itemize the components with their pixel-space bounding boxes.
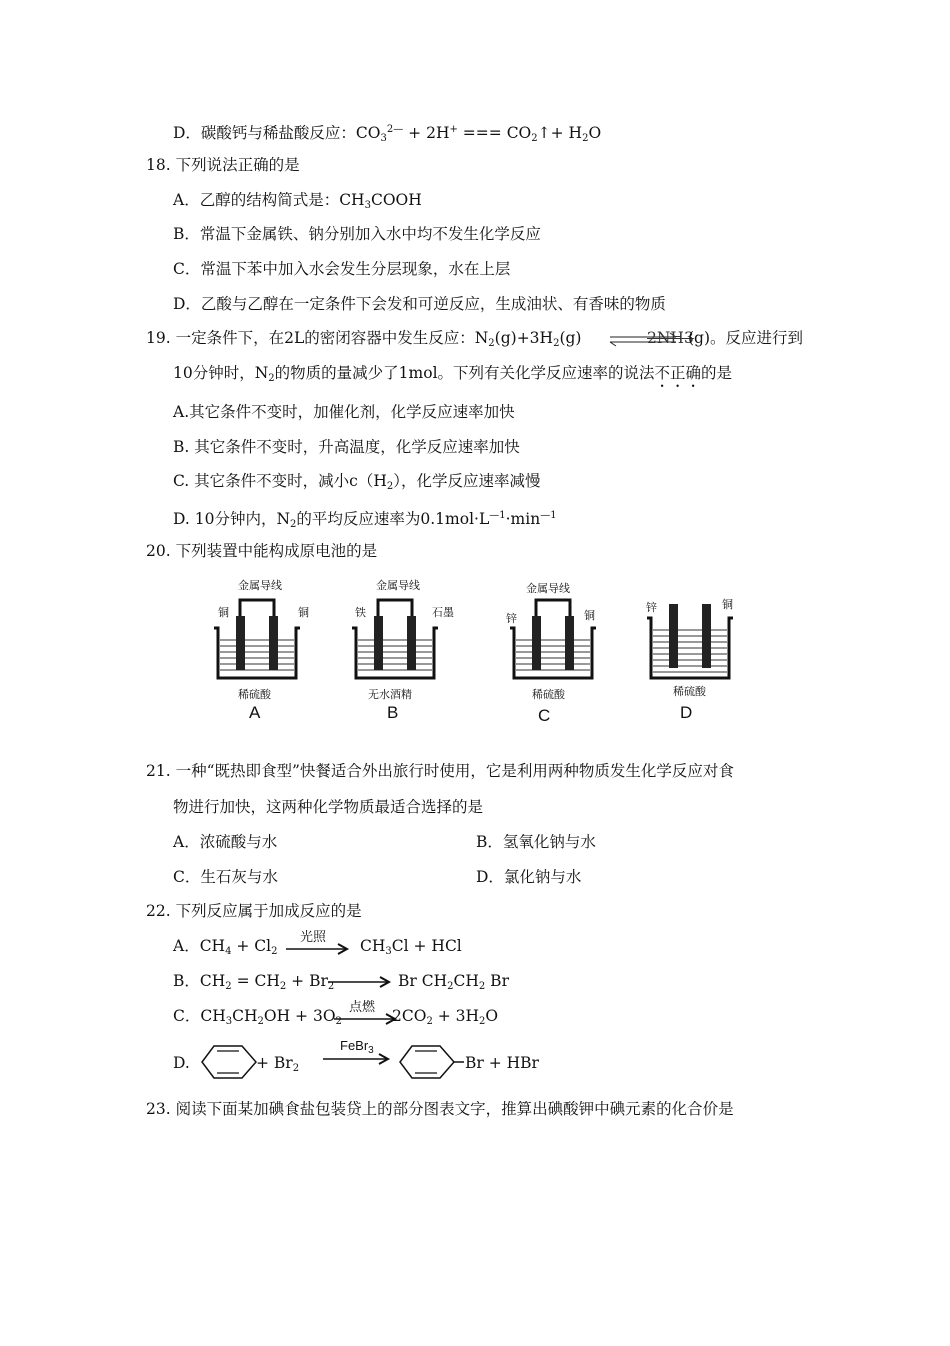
- q19-option-c: C. 其它条件不变时，减小$c(H_2)$，化学反应速率减慢: [173, 472, 541, 492]
- q22-stem: 22. 下列反应属于加成反应的是: [146, 902, 362, 920]
- q21-option-b: B．氢氧化钠与水: [476, 833, 596, 851]
- q22-option-d-label: D.: [173, 1054, 190, 1072]
- electrode-left-b: 铁: [355, 606, 366, 619]
- liquid-label-b: 无水酒精: [368, 688, 412, 701]
- q19-option-a: A.其它条件不变时，加催化剂，化学反应速率加快: [173, 403, 515, 421]
- electrode-right-c: 铜: [584, 609, 595, 622]
- apparatus-letter-c: C: [538, 706, 551, 725]
- q19-stem-line2: 10分钟时，$N_2$的物质的量减少了1mol。下列有关化学反应速率的说法不正确的是: [173, 364, 733, 384]
- reaction-arrow-d-icon: [323, 1052, 391, 1066]
- q22-option-b-lhs: B．$CH_2 = CH_2 + Br_2$: [173, 972, 335, 992]
- liquid-label-d: 稀硫酸: [673, 685, 706, 698]
- wire-label-a: 金属导线: [238, 579, 282, 592]
- q19-option-b: B. 其它条件不变时，升高温度，化学反应速率加快: [173, 438, 520, 456]
- q18-stem: 18. 下列说法正确的是: [146, 156, 300, 174]
- apparatus-letter-b: B: [387, 703, 399, 722]
- q22-option-c-lhs: C．$CH_3CH_2OH + 3O_2$: [173, 1007, 342, 1027]
- electrode-left-d: 锌: [646, 601, 657, 614]
- q23-stem: 23. 阅读下面某加碘食盐包装贷上的部分图表文字，推算出碘酸钾中碘元素的化合价是: [146, 1100, 734, 1118]
- apparatus-letter-a: A: [249, 703, 261, 722]
- q22-a-condition: 光照: [300, 930, 327, 945]
- q22-c-condition: 点燃: [349, 1000, 376, 1015]
- q17-option-d: D．碳酸钙与稀盐酸反应：$CO_3^{2—} + 2H^+$ === $CO_2↑+ H_2O$: [173, 124, 602, 144]
- q22-option-a-rhs: $CH_3Cl$ + HCl: [360, 937, 462, 957]
- q22-option-d-products: Br + HBr: [465, 1054, 539, 1072]
- q22-option-d-reagent: + $Br_2$: [256, 1054, 300, 1074]
- apparatus-letter-d: D: [680, 703, 693, 722]
- q19-emphasis: 不正确: [654, 364, 702, 382]
- q19-product-nh3: 2NH3: [647, 329, 694, 347]
- q22-option-a-lhs: A．$CH_4 + Cl_2$: [173, 937, 278, 957]
- reaction-arrow-a-icon: [286, 942, 350, 956]
- q19-stem-line1: 19. 一定条件下，在2L的密闭容器中发生反应：$N_2(g)+3H_2(g)$: [146, 329, 582, 349]
- q18-option-d: D．乙酸与乙醇在一定条件下会发和可逆反应，生成油状、有香味的物质: [173, 295, 666, 313]
- electrode-left-c: 锌: [506, 612, 517, 625]
- electrode-right-a: 铜: [298, 606, 309, 619]
- q22-d-catalyst: FeBr$_3$: [340, 1038, 374, 1056]
- reaction-arrow-c-icon: [334, 1012, 398, 1026]
- q19-option-d: D. 10分钟内，$N_2$的平均反应速率为$0.1mol\cdot L^{—1}\cdot\min^{—1}$: [173, 510, 557, 530]
- q22-option-c-rhs: $2CO_2 + 3H_2O$: [392, 1007, 499, 1027]
- electrode-left-a: 铜: [218, 606, 229, 619]
- bromobenzene-ring-icon: [398, 1044, 468, 1084]
- wire-label-c: 金属导线: [526, 582, 570, 595]
- q21-stem-line2: 物进行加快，这两种化学物质最适合选择的是: [173, 798, 484, 816]
- liquid-label-a: 稀硫酸: [238, 688, 271, 701]
- q19-stem-line1-tail: (g)。反应进行到: [688, 329, 804, 347]
- q18-option-c: C．常温下苯中加入水会发生分层现象，水在上层: [173, 260, 511, 278]
- liquid-label-c: 稀硫酸: [532, 688, 565, 701]
- q21-option-a: A．浓硫酸与水: [173, 833, 278, 851]
- q18-option-b: B．常温下金属铁、钠分别加入水中均不发生化学反应: [173, 225, 541, 243]
- electrode-right-d: 铜: [722, 598, 733, 611]
- beaker-c-drawing: [508, 590, 598, 690]
- wire-label-b: 金属导线: [376, 579, 420, 592]
- q18-option-a: A．乙醇的结构简式是：$CH_3COOH$: [173, 191, 422, 211]
- q20-stem: 20. 下列装置中能构成原电池的是: [146, 542, 378, 560]
- q21-stem-line1: 21. 一种“既热即食型”快餐适合外出旅行时使用，它是利用两种物质发生化学反应对食: [146, 762, 734, 780]
- q21-option-c: C．生石灰与水: [173, 868, 278, 886]
- benzene-ring-icon: [200, 1044, 260, 1084]
- q21-option-d: D．氯化钠与水: [476, 868, 582, 886]
- q22-option-b-rhs: Br $CH_2CH_2$ Br: [398, 972, 509, 992]
- electrode-right-b: 石墨: [432, 606, 454, 619]
- reaction-arrow-b-icon: [328, 975, 392, 989]
